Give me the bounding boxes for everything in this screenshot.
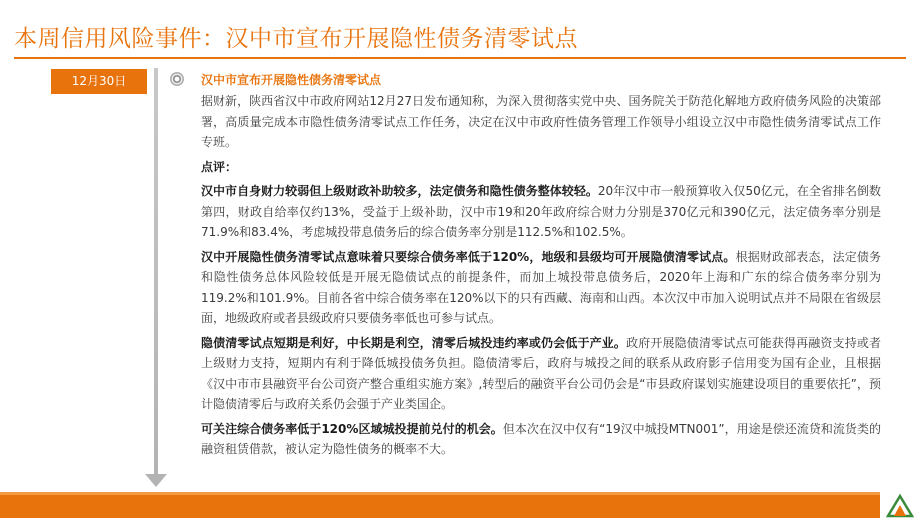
corner-logo [880,492,920,518]
logo-icon [880,492,920,518]
point-paragraph [201,247,881,329]
point-paragraph [201,419,881,460]
slide-title: 本周信用风险事件：汉中市宣布开展隐性债务清零试点 [14,26,578,52]
target-bullet-icon [170,72,184,86]
point-lead: 汉中市自身财力较弱但上级财政补助较多，法定债务和隐性债务整体较轻。 [201,184,598,198]
timeline-arrow-icon [145,474,167,487]
point-lead: 可关注综合债务率低于120%区域城投提前兑付的机会。 [201,421,503,436]
intro-paragraph: 据财新，陕西省汉中市政府网站12月27日发布通知称，为深入贯彻落实党中央、国务院关于防范化解地方政府债务风险的决策部署，高质量完成本市隐性债务清零试点工作任务，决定在汉中市政府性债务管理工作领导小组设立汉中市隐性债务清零试点工作专班。 [201,94,881,149]
date-badge: 12月30日 [51,69,147,94]
footer-stripe [0,492,920,495]
point-lead: 隐债清零试点短期是利好，中长期是利空，清零后城投违约率或仍会低于产业。 [201,335,627,350]
point-paragraph [201,181,881,243]
footer-bar [0,492,920,518]
event-title: 汉中市宣布开展隐性债务清零试点 [201,73,382,87]
title-divider [14,57,906,59]
content-body [201,91,881,464]
point-lead: 汉中开展隐性债务清零试点意味着只要综合债务率低于120%，地级和县级均可开展隐债清零试点。 [201,249,736,264]
point-body: 根据财政部表态，法定债务和隐性债务总体风险较低是开展无隐债试点的前提条件，而加上城投带息债务后，2020年上海和广东的综合债务率分别为119.2%和101.9%。目前各省中综合债务率在120%以下的只有西藏、海南和山西。本次汉中市加入说明试点并不局限在省级层面，地级政府或者县级政府只要债务率低也可参与试点。 [201,249,881,325]
point-paragraph [201,333,881,415]
point-body: 政府开展隐债清零试点可能获得再融资支持或者上级财力支持，短期内有利于降低城投债务负担。隐债清零后，政府与城投之间的联系从政府影子信用变为国有企业，且根据《汉中市市县融资平台公司资产整合重组实施方案》,转型后的融资平台公司仍会是“市县政府谋划实施建设项目的重要依托”，预计隐债清零后与政府关系仍会强于产业类国企。 [201,335,881,411]
review-label: 点评： [201,159,238,174]
point-body: 20年汉中市一般预算收入仅50亿元，在全省排名倒数第四，财政自给率仅约13%，受益于上级补助，汉中市19和20年政府综合财力分别是370亿元和390亿元，法定债务率分别是71.9%和83.4%，考虑城投带息债务后的综合债务率分别是112.5%和102.5%。 [201,184,881,239]
point-body: 但本次在汉中仅有“19汉中城投MTN001”，用途是偿还流贷和流货类的融资租赁借款，被认定为隐性债务的概率不大。 [201,421,881,456]
timeline-line [154,68,158,476]
